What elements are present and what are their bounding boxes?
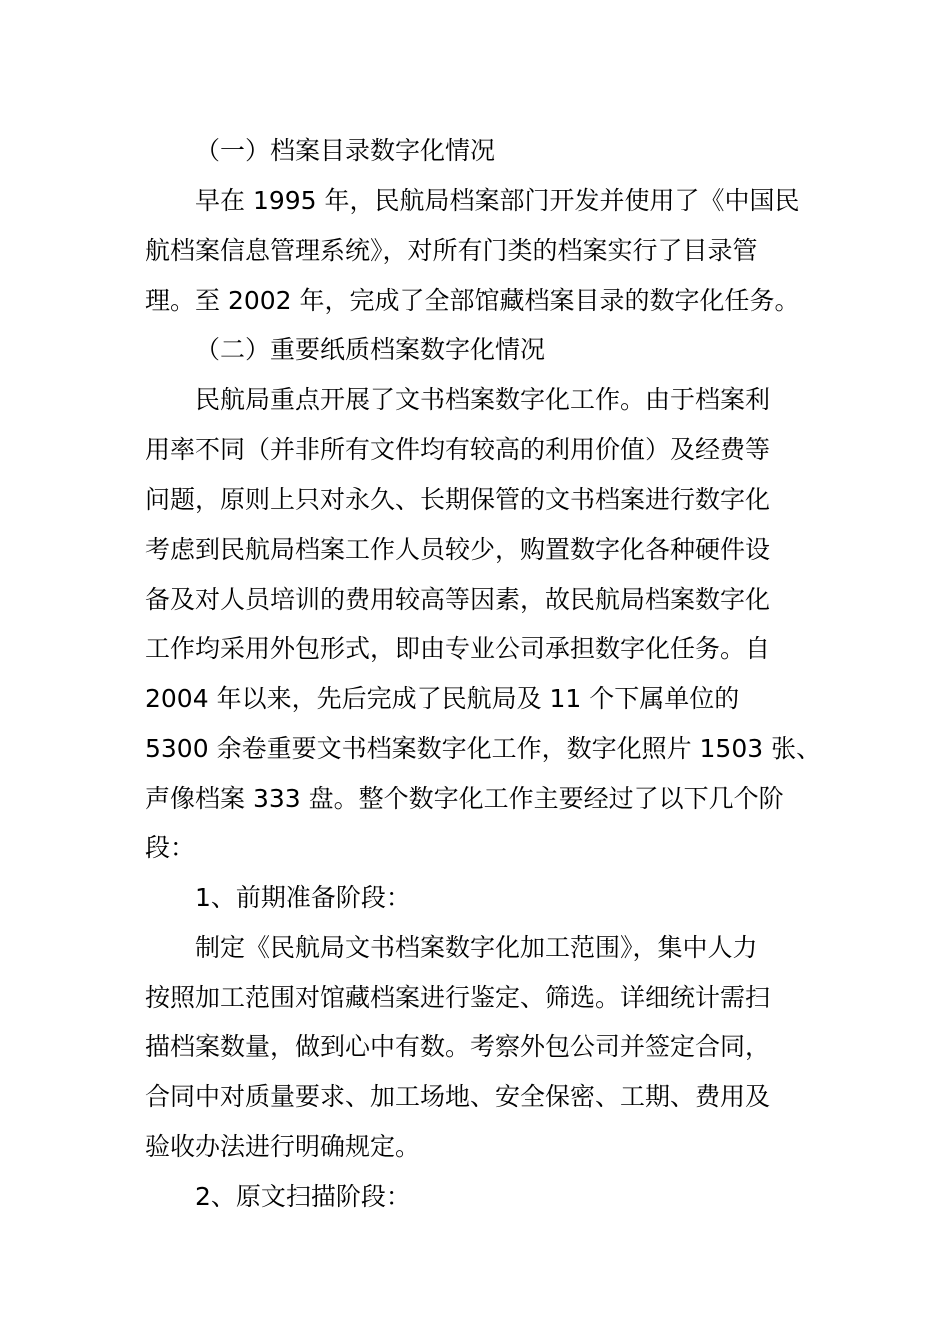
step-heading-2: 2、原文扫描阶段： [195,1182,411,1211]
paragraph-line: 用率不同（并非所有文件均有较高的利用价值）及经费等 [145,435,771,464]
paragraph-line: 工作均采用外包形式，即由专业公司承担数字化任务。自 [145,634,771,663]
paragraph-line: 合同中对质量要求、加工场地、安全保密、工期、费用及 [145,1082,771,1111]
paragraph-line: 5300 余卷重要文书档案数字化工作，数字化照片 1503 张、 [145,734,822,763]
paragraph-line: 早在 1995 年，民航局档案部门开发并使用了《中国民 [195,186,800,215]
section-heading-1: （一）档案目录数字化情况 [195,136,496,165]
paragraph-line: 验收办法进行明确规定。 [145,1132,421,1161]
paragraph-line: 2004 年以来，先后完成了民航局及 11 个下属单位的 [145,684,740,713]
paragraph-line: 按照加工范围对馆藏档案进行鉴定、筛选。详细统计需扫 [145,983,771,1012]
paragraph-line: 声像档案 333 盘。整个数字化工作主要经过了以下几个阶 [145,784,784,813]
paragraph-line: 考虑到民航局档案工作人员较少，购置数字化各种硬件设 [145,535,771,564]
paragraph-line: 备及对人员培训的费用较高等因素，故民航局档案数字化 [145,585,771,614]
paragraph-line: 问题，原则上只对永久、长期保管的文书档案进行数字化 [145,485,771,514]
paragraph-line: 描档案数量，做到心中有数。考察外包公司并签定合同， [145,1032,771,1061]
paragraph-line: 理。至 2002 年，完成了全部馆藏档案目录的数字化任务。 [145,286,800,315]
paragraph-line: 制定《民航局文书档案数字化加工范围》，集中人力 [195,933,758,962]
step-heading-1: 1、前期准备阶段： [195,883,411,912]
paragraph-line: 民航局重点开展了文书档案数字化工作。由于档案利 [195,385,771,414]
paragraph-line: 段： [145,833,196,862]
paragraph-line: 航档案信息管理系统》，对所有门类的档案实行了目录管 [145,236,758,265]
section-heading-2: （二）重要纸质档案数字化情况 [195,335,546,364]
